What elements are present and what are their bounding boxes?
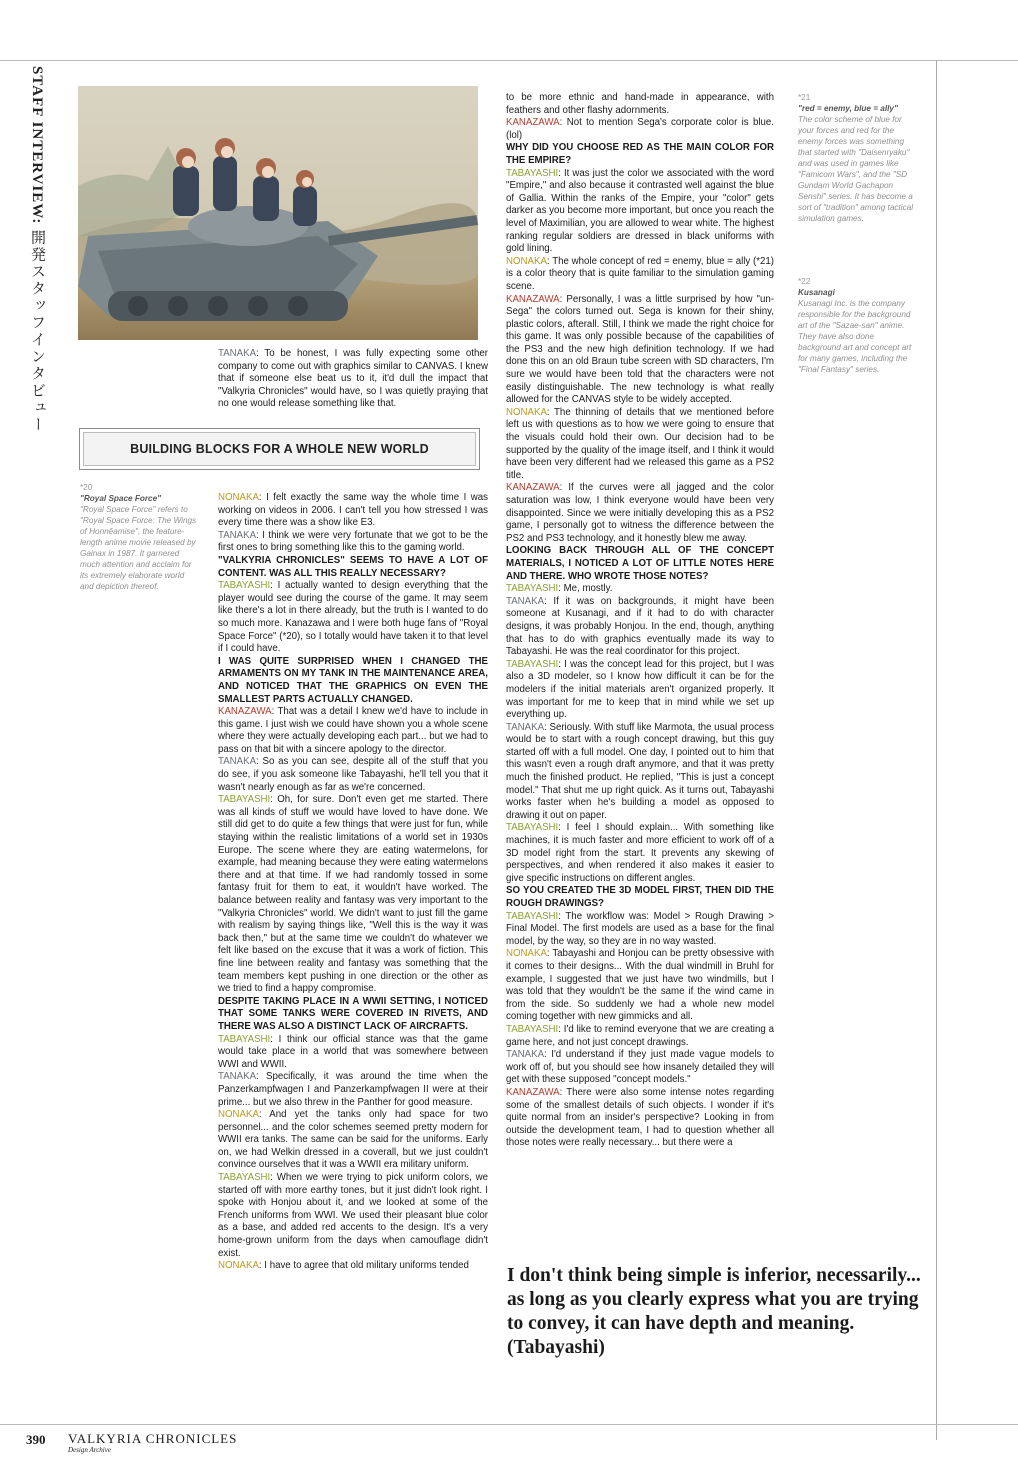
interview-question: "VALKYRIA CHRONICLES" SEEMS TO HAVE A LOT OF CONTENT. WAS ALL THIS REALLY NECESSARY?: [218, 554, 488, 579]
speaker-name: TABAYASHI: [506, 910, 559, 922]
footnote-22-heading: Kusanagi: [798, 288, 835, 297]
interview-question: SO YOU CREATED THE 3D MODEL FIRST, THEN DID THE ROUGH DRAWINGS?: [506, 885, 774, 909]
interview-answer: [506, 948, 774, 1024]
top-rule: [0, 60, 1018, 61]
speaker-name: NONAKA: [218, 1260, 259, 1272]
speaker-name: TABAYASHI: [506, 583, 559, 595]
speaker-name: TABAYASHI: [218, 1033, 271, 1045]
answer-text: : Seriously. With stuff like Marmota, the usual process would be to start with a rough concept drawing, but this guy started off with a full model. One day, I pointed out to him that this wasn't even a rough draft anymore, and that it was pretty much the finished product. He replied, "This is just a concept model." That shut me up right quick. As it turns out, Tabayashi works faster when he's building a model as opposed to drawing it out on paper.: [506, 721, 774, 821]
speaker-name: TABAYASHI: [506, 167, 559, 179]
speaker-name: TABAYASHI: [218, 1172, 271, 1184]
interview-answer: [506, 1087, 774, 1150]
page-number: 390: [26, 1432, 46, 1447]
speaker-name: TABAYASHI: [218, 794, 271, 806]
answer-text: : The workflow was: Model > Rough Drawing > Final Model. The first models are used as a base for the final model, by the way, so they are in no way wasted.: [506, 910, 774, 947]
answer-text: : So as you can see, despite all of the stuff that you do see, if you ask someone like Tabayashi, he'll tell you that it wasn't nearly enough as far as we're concerned.: [218, 756, 488, 793]
answer-text: : I feel I should explain... With something like machines, it is much faster and more efficient to work off of a 3D model right from the start. It prevents any skewing of perspectives, and when rendered it also makes it easier to give specific instructions on different angles.: [506, 822, 774, 884]
footnote-21-body: The color scheme of blue for your forces and red for the enemy forces was something that started with "Daisenryaku" and was used in games like "Famicom Wars", and the "SD Gundam World Gachapon Senshi" series. It has become a sort of "tradition" among tactical simulation games.: [798, 115, 914, 223]
footnote-21-number: *21: [798, 93, 811, 102]
book-subtitle: Design Archive: [68, 1446, 111, 1454]
side-title-jp: 開発スタッフインタビュー: [29, 229, 45, 434]
side-title: [26, 66, 48, 433]
answer-text: : When we were trying to pick uniform colors, we started off with more earthy tones, but it just didn't look right. I spoke with Honjou about it, and we looked at some of the French uniforms from WWI. We used their pleasant blue color as a base, and added red accents to the design. It's a very home-grown uniform from the days when camouflage didn't exist.: [218, 1172, 488, 1259]
interview-answer: [506, 911, 774, 949]
speaker-name: TANAKA: [506, 1049, 545, 1061]
footnote-21-heading: "red = enemy, blue = ally": [798, 104, 898, 113]
interview-question: I WAS QUITE SURPRISED WHEN I CHANGED THE ARMAMENTS ON MY TANK IN THE MAINTENANCE AREA, AND NOTICED THAT THE GRAPHICS ON EVEN THE SMALLEST PARTS ACTUALLY CHANGED.: [218, 655, 488, 705]
answer-text: : Tabayashi and Honjou can be pretty obsessive with it comes to their designs... With the dual windmill in Bruhl for example, I suggested that we just have two windmills, but I was told that they wouldn't be the same if the wind came in from the side. So suddenly we had a whole new model coming together with new gimmicks and all.: [506, 948, 774, 1023]
speaker-name: TABAYASHI: [218, 580, 271, 592]
interview-answer: [218, 348, 488, 411]
interview-question: DESPITE TAKING PLACE IN A WWII SETTING, I NOTICED THAT SOME TANKS WERE COVERED IN RIVETS, AND THERE WAS ALSO A DISTINCT LACK OF AIRCRAFTS.: [218, 995, 488, 1032]
answer-text: to be more ethnic and hand-made in appearance, with feathers and other flashy adornments.: [506, 92, 774, 116]
speaker-name: KANAZAWA: [218, 706, 272, 718]
interview-answer: [506, 482, 774, 545]
speaker-name: KANAZAWA: [506, 293, 560, 305]
interview-answer: [506, 583, 774, 596]
answer-text: : I have to agree that old military uniforms tended: [258, 1260, 469, 1272]
pull-quote: I don't think being simple is inferior, necessarily... as long as you clearly express what you are trying to convey, it can have depth and meaning. (Tabayashi): [507, 1265, 921, 1358]
intro-paragraph: [218, 348, 488, 411]
speaker-name: NONAKA: [506, 255, 547, 267]
footnote-22-number: *22: [798, 277, 811, 286]
answer-text: : Specifically, it was around the time when the Panzerkampfwagen I and Panzerkampfwagen II were at their prime... but we also threw in the Panther for good measure.: [218, 1071, 488, 1108]
speaker-name: KANAZAWA: [506, 1086, 560, 1098]
answer-text: : I think our official stance was that the game would take place in a world that was somewhere between WWI and WWII.: [218, 1033, 488, 1070]
interview-answer: [506, 1049, 774, 1087]
interview-answer: [506, 92, 774, 117]
interview-answer: [506, 294, 774, 407]
interview-answer: [218, 492, 488, 530]
footnote-20-heading: "Royal Space Force": [80, 494, 162, 503]
interview-answer: [506, 117, 774, 142]
answer-text: : If the curves were all jagged and the color saturation was low, I think everyone would have been very disappointed. Since we were initially developing this as a PS2 game, I personally got to witness the difference between the PS2 and PS3 technology, and it honestly blew me away.: [506, 482, 774, 544]
answer-text: : And yet the tanks only had space for two personnel... and the color schemes seemed pretty modern for WWII era tanks. The same can be said for the uniforms. Early on, we had Welkin dressed in a coverall, but we just couldn't convince ourselves that it was a WWII era military uniform.: [218, 1109, 488, 1171]
interview-column-left: [218, 492, 488, 1273]
interview-answer: [218, 794, 488, 996]
answer-text: : It was just the color we associated with the word "Empire," and also because it contrasted well against the blue of Gallia. Within the ranks of the Empire, your "color" gets darker as you become more important, but once you reach the level of Maximilian, you are allowed to wear white. The highest ranking regular soldiers are dressed in black uniforms with gold lining.: [506, 167, 774, 255]
speaker-name: TANAKA: [218, 529, 257, 541]
answer-text: : I felt exactly the same way the whole time I was working on videos in 2006. I can't tell you how stressed I was every time there was a show like E3.: [218, 492, 488, 529]
speaker-name: TANAKA: [218, 756, 257, 768]
section-heading: BUILDING BLOCKS FOR A WHOLE NEW WORLD: [79, 428, 480, 470]
interview-answer: [218, 706, 488, 756]
footer-rule: [0, 1424, 1018, 1425]
speaker-name: TANAKA: [506, 721, 545, 733]
answer-text: : The thinning of details that we mentioned before left us with questions as to how we were going to ensure that the visuals could hold their own. Our decision had to be supported by the quality of the image itself, and I think it would have been very different had we released this game as a PS2 title.: [506, 406, 774, 481]
interview-answer: [218, 1172, 488, 1260]
answer-text: : That was a detail I knew we'd have to include in this game. I just wish we could have shown you a whole scene where they were actually developing each part... but we had to pass on that bit with a sincere apology to the director.: [218, 706, 488, 755]
interview-answer: [506, 822, 774, 885]
answer-text: : I actually wanted to design everything that the player would see during the course of the game. It may seem like there's a lot in there already, but the truth is I wanted to do so much more. Kanazawa and I were both huge fans of "Royal Space Force" (*20), so I totally would have taken it to that level if I could have.: [218, 580, 488, 655]
answer-text: : I'd like to remind everyone that we are creating a game here, and not just concept drawings.: [506, 1023, 774, 1048]
footnote-20-number: *20: [80, 483, 93, 492]
interview-answer: [506, 722, 774, 823]
book-title-logo: VALKYRIA CHRONICLES: [68, 1431, 238, 1446]
tank-scene-illustration: [78, 86, 478, 340]
footnote-20: [80, 482, 198, 592]
speaker-name: KANAZAWA: [506, 117, 560, 129]
interview-answer: [218, 756, 488, 794]
speaker-name: TABAYASHI: [506, 1023, 559, 1035]
answer-text: : Personally, I was a little surprised by how "un-Sega" the colors turned out. Sega is known for their shiny, plastic colors, afterall. Still, I think we made the right choice for this game. It was only possible because of the capabilities of the PS3 and the new high definition technology. If we had done this on an old Braun tube screen with SD characters, I'm sure we would have been told that the characters were not easily distinguishable. The new technology is what really allowed for the CANVAS style to be widely accepted.: [506, 293, 774, 406]
answer-text: : I was the concept lead for this project, but I was also a 3D modeler, so I know how difficult it can be for the modelers if the initial materials aren't organized properly. It was important for me to keep that in mind while we set up everything up.: [506, 658, 774, 721]
speaker-name: NONAKA: [506, 948, 547, 960]
interview-answer: [506, 407, 774, 483]
footnote-22-body: Kusanagi Inc. is the company responsible for the background art of the "Sazae-san" anime. They have also done background art and concept art for many games, including the "Final Fantasy" series.: [798, 299, 912, 374]
answer-text: : Oh, for sure. Don't even get me started. There was all kinds of stuff we would have loved to have done. We still did get to do quite a few things that were just for fun, while staying within the realistic limitations of a world set in 1930s Europe. The scene where they are eating watermelons, for example, had meaning because they were eating watermelons there and at that time. If we had randomly tossed in some fantasy fruit for them to eat, it wouldn't have worked. The balance between reality and fantasy was very important to the "Valkyria Chronicles" world. We didn't want to just fill the game with realism by saying things like, "Well this is the way it was back then," but at the same time we couldn't do whatever we felt like based on the excuse that it was a work of fiction. This fine line between reality and fantasy was something that the team members kept pushing in one direction or the other as we tried to find a happy compromise.: [218, 794, 488, 995]
interview-answer: [506, 168, 774, 256]
speaker-name: TABAYASHI: [506, 658, 559, 670]
answer-text: : Not to mention Sega's corporate color is blue. (lol): [506, 117, 774, 141]
interview-answer: [506, 659, 774, 722]
answer-text: : I think we were very fortunate that we got to be the first ones to bring something like this to the gaming world.: [218, 529, 488, 554]
answer-text: : To be honest, I was fully expecting some other company to come out with graphics similar to CANVAS. I knew that if someone else beat us to it, it'd dull the impact that "Valkyria Chronicles" would have, so I was quietly praying that no one would release something like that.: [218, 348, 488, 410]
speaker-name: TANAKA: [218, 348, 257, 359]
speaker-name: NONAKA: [506, 406, 547, 418]
interview-answer: [218, 1260, 488, 1273]
footnote-22: [798, 276, 916, 375]
game-screenshot-image: [78, 86, 478, 340]
footnote-20-body: "Royal Space Force" refers to "Royal Space Force: The Wings of Honnêamise", the feature-length anime movie released by Gainax in 1987. It garnered much attention and acclaim for its extremely elaborate world and depiction thereof.: [80, 505, 197, 591]
side-title-en: STAFF INTERVIEW:: [29, 66, 45, 225]
speaker-name: NONAKA: [218, 1109, 259, 1121]
interview-answer: [506, 256, 774, 294]
interview-question: LOOKING BACK THROUGH ALL OF THE CONCEPT MATERIALS, I NOTICED A LOT OF LITTLE NOTES HERE AND THERE. WHO WROTE THOSE NOTES?: [506, 545, 774, 582]
answer-text: : If it was on backgrounds, it might have been someone at Kusanagi, and if it had to do with character designs, it was probably Honjou. In the end, though, anything that has to do with graphics eventually made its way to Tabayashi. He was the real coordinator for this project.: [506, 595, 774, 658]
answer-text: : I'd understand if they just made vague models to work off of, but you should see how insanely detailed they will get with these supposed "concept models.": [506, 1049, 774, 1086]
answer-text: : Me, mostly.: [558, 583, 613, 595]
answer-text: : The whole concept of red = enemy, blue = ally (*21) is a color theory that is quite familiar to the simulation gaming scene.: [506, 255, 774, 292]
interview-answer: [218, 1071, 488, 1109]
footnote-21: [798, 92, 916, 224]
interview-question: WHY DID YOU CHOOSE RED AS THE MAIN COLOR FOR THE EMPIRE?: [506, 142, 774, 166]
speaker-name: NONAKA: [218, 492, 259, 503]
margin-rule: [936, 60, 937, 1440]
speaker-name: TABAYASHI: [506, 822, 559, 834]
interview-answer: [506, 596, 774, 659]
interview-answer: [218, 530, 488, 555]
interview-column-right: [506, 92, 774, 1150]
speaker-name: KANAZAWA: [506, 482, 560, 494]
speaker-name: TANAKA: [506, 595, 545, 607]
interview-answer: [218, 1109, 488, 1172]
interview-answer: [506, 1024, 774, 1049]
interview-answer: [218, 1034, 488, 1072]
speaker-name: TANAKA: [218, 1071, 257, 1083]
interview-answer: [218, 580, 488, 656]
answer-text: : There were also some intense notes regarding some of the smallest details of such objects. I wonder if it's quite normal from an insider's perspective? Looking in from outside the development team, I had to question whether all those notes were really necessary... but there were a: [506, 1086, 774, 1149]
